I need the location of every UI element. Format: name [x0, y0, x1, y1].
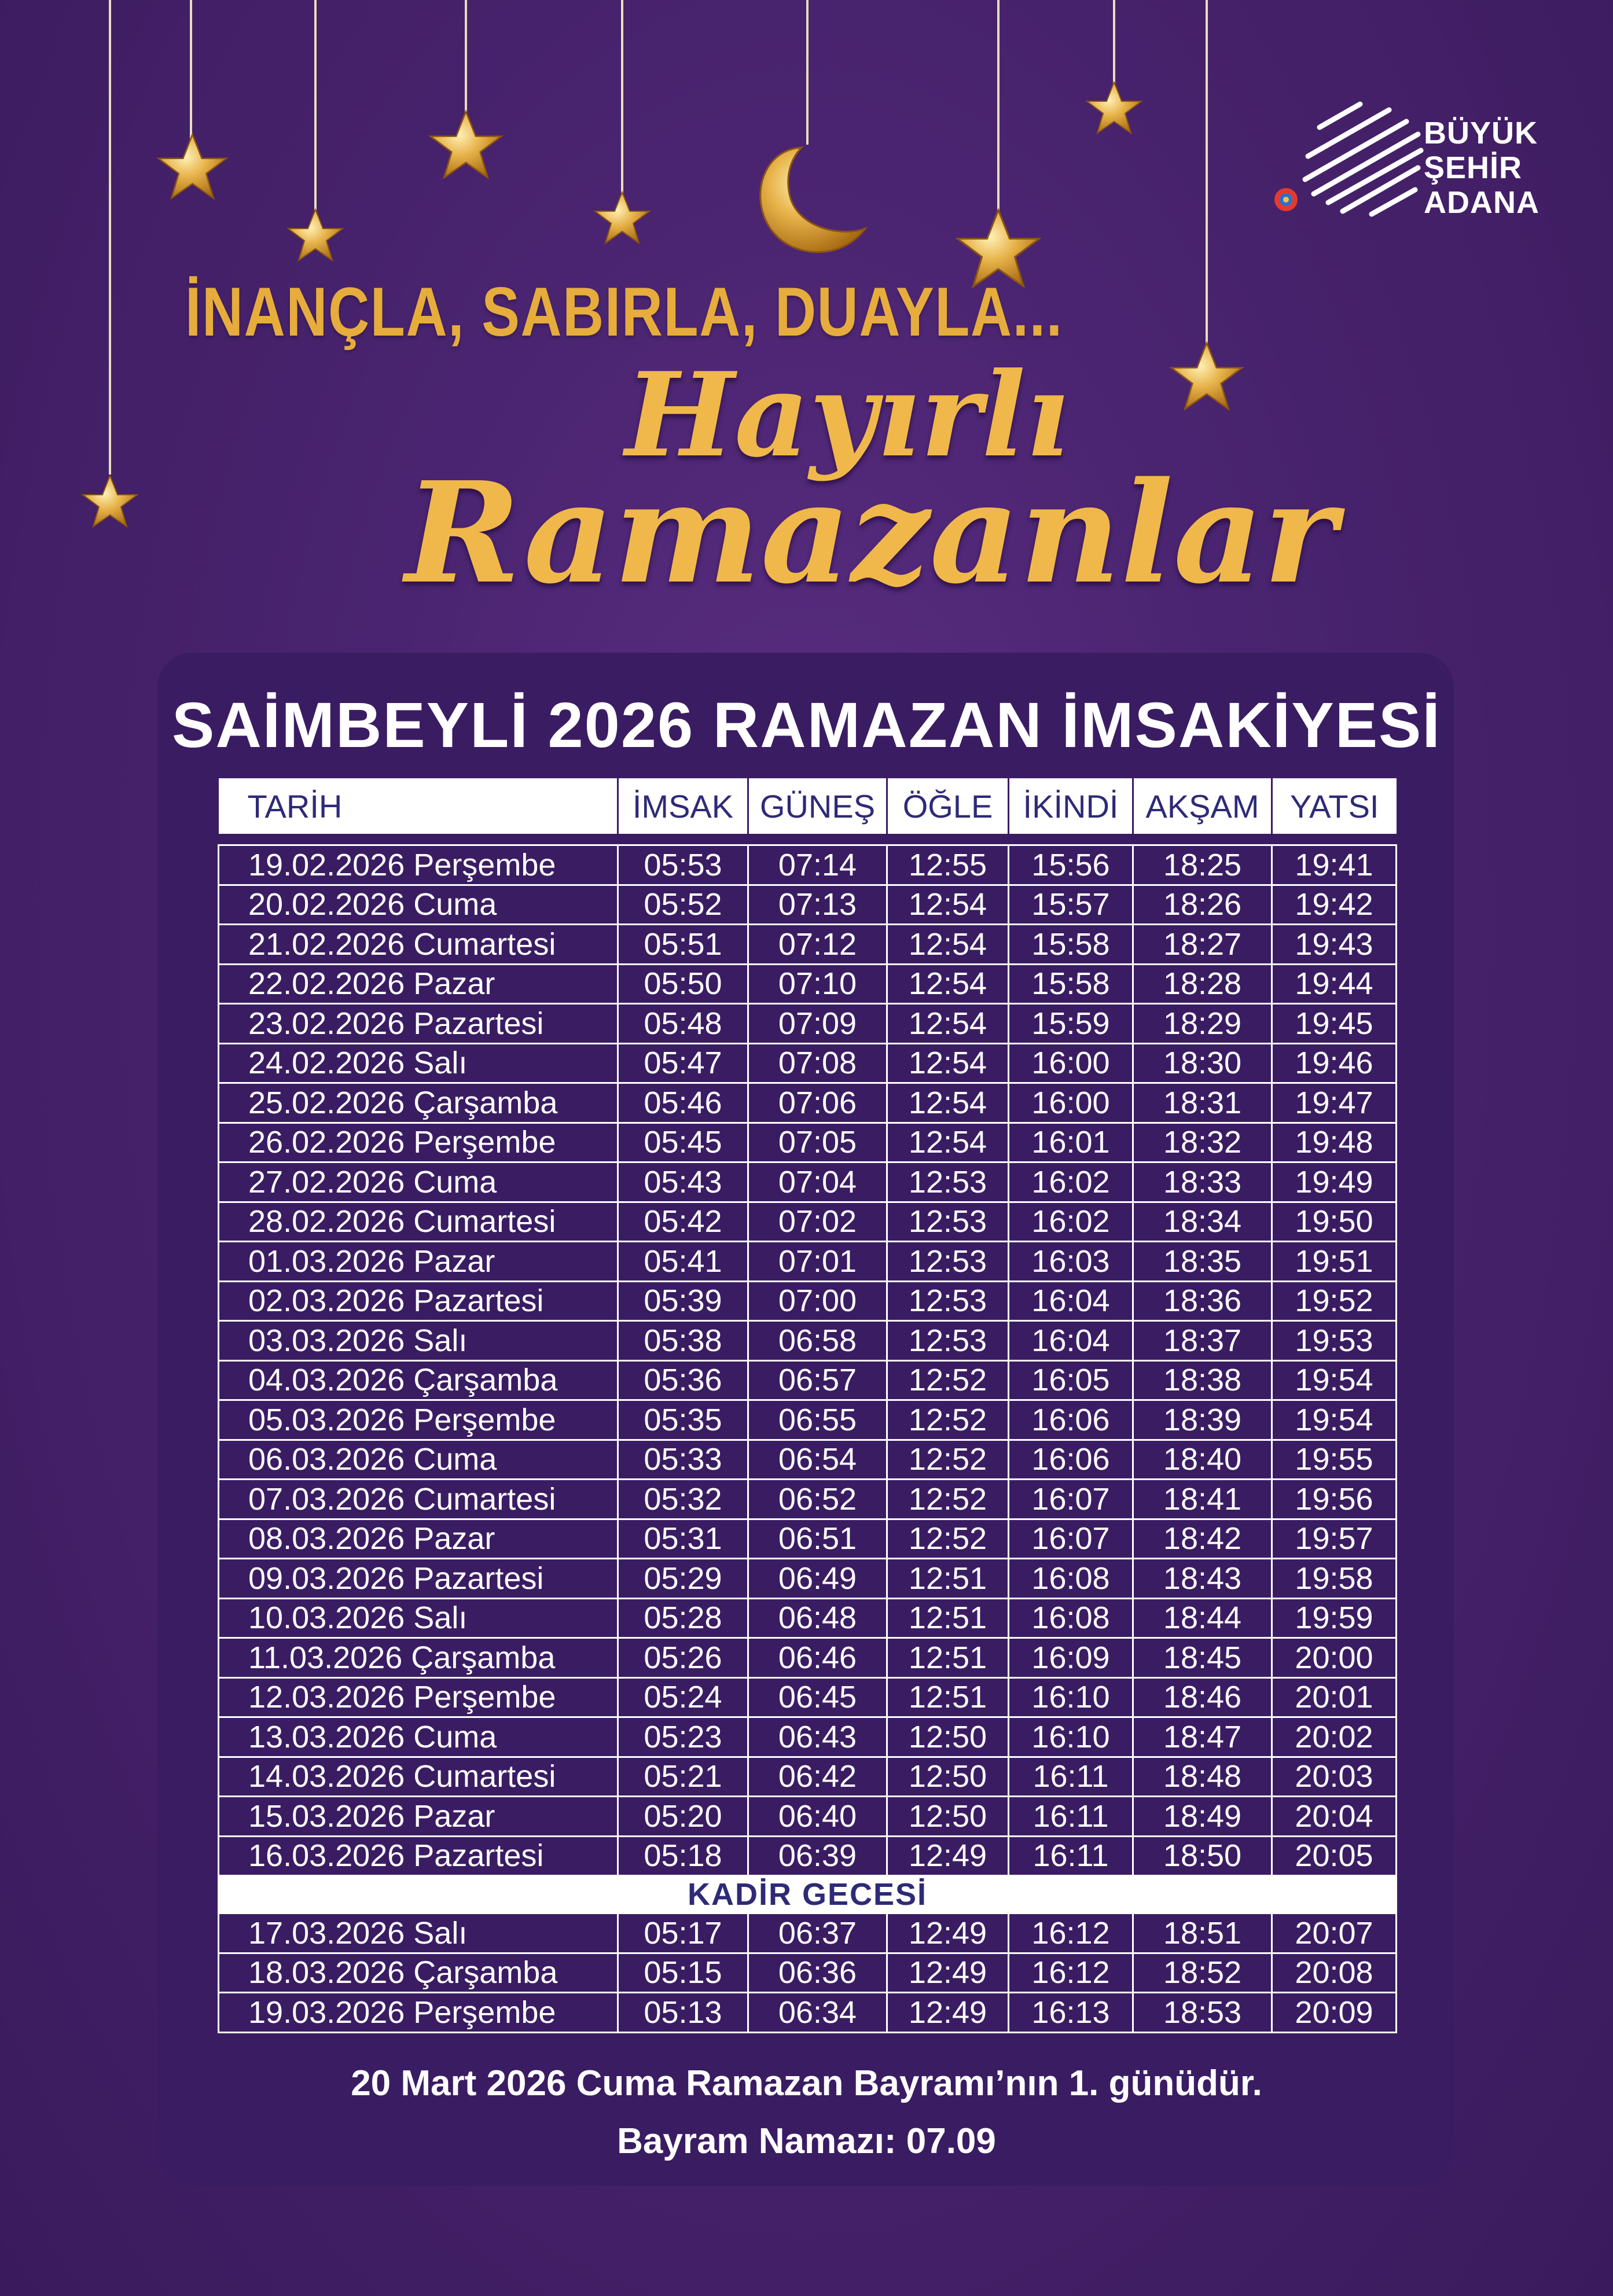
date-cell: 14.03.2026 Cumartesi — [219, 1757, 618, 1797]
time-cell: 12:54 — [887, 1123, 1009, 1162]
table-row — [219, 1598, 1397, 1638]
time-cell: 16:05 — [1009, 1360, 1133, 1400]
header-ogle: ÖĞLE — [887, 778, 1009, 834]
table-row — [219, 1083, 1397, 1123]
time-cell: 18:33 — [1133, 1162, 1272, 1202]
time-cell: 05:46 — [618, 1083, 748, 1123]
time-cell: 05:51 — [618, 925, 748, 965]
header-ikindi: İKİNDİ — [1009, 778, 1133, 834]
time-cell: 05:47 — [618, 1043, 748, 1083]
time-cell: 19:53 — [1272, 1321, 1397, 1361]
time-cell: 19:42 — [1272, 885, 1397, 925]
date-cell: 10.03.2026 Salı — [219, 1598, 618, 1638]
date-cell: 15.03.2026 Pazar — [219, 1797, 618, 1837]
time-cell: 06:46 — [748, 1638, 887, 1678]
time-cell: 06:51 — [748, 1519, 887, 1559]
time-cell: 19:56 — [1272, 1480, 1397, 1519]
time-cell: 05:28 — [618, 1598, 748, 1638]
time-cell: 06:42 — [748, 1757, 887, 1797]
time-cell: 18:29 — [1133, 1004, 1272, 1044]
table-header-row — [219, 778, 1397, 834]
time-cell: 18:39 — [1133, 1400, 1272, 1440]
time-cell: 12:52 — [887, 1519, 1009, 1559]
time-cell: 16:00 — [1009, 1043, 1133, 1083]
time-cell: 05:39 — [618, 1281, 748, 1321]
time-cell: 15:56 — [1009, 845, 1133, 885]
time-cell: 18:40 — [1133, 1440, 1272, 1480]
time-cell: 07:05 — [748, 1123, 887, 1162]
time-cell: 18:38 — [1133, 1360, 1272, 1400]
time-cell: 05:53 — [618, 845, 748, 885]
time-cell: 18:53 — [1133, 1993, 1272, 2033]
table-row — [219, 1559, 1397, 1599]
table-row — [219, 1757, 1397, 1797]
time-cell: 06:49 — [748, 1559, 887, 1599]
time-cell: 18:44 — [1133, 1598, 1272, 1638]
time-cell: 16:07 — [1009, 1480, 1133, 1519]
date-cell: 08.03.2026 Pazar — [219, 1519, 618, 1559]
time-cell: 05:26 — [618, 1638, 748, 1678]
time-cell: 06:52 — [748, 1480, 887, 1519]
time-cell: 15:58 — [1009, 964, 1133, 1004]
time-cell: 18:34 — [1133, 1202, 1272, 1242]
time-cell: 18:28 — [1133, 964, 1272, 1004]
table-row — [219, 1400, 1397, 1440]
time-cell: 07:01 — [748, 1242, 887, 1282]
time-cell: 20:01 — [1272, 1677, 1397, 1717]
time-cell: 06:40 — [748, 1797, 887, 1837]
time-cell: 07:06 — [748, 1083, 887, 1123]
table-row — [219, 1321, 1397, 1361]
time-cell: 16:11 — [1009, 1797, 1133, 1837]
time-cell: 05:48 — [618, 1004, 748, 1044]
time-cell: 12:54 — [887, 1043, 1009, 1083]
table-row — [219, 1677, 1397, 1717]
time-cell: 06:37 — [748, 1914, 887, 1953]
date-cell: 06.03.2026 Cuma — [219, 1440, 618, 1480]
time-cell: 12:49 — [887, 1953, 1009, 1993]
table-row — [219, 1004, 1397, 1044]
time-cell: 05:23 — [618, 1717, 748, 1757]
table-row — [219, 1480, 1397, 1519]
date-cell: 23.02.2026 Pazartesi — [219, 1004, 618, 1044]
date-cell: 27.02.2026 Cuma — [219, 1162, 618, 1202]
time-cell: 05:21 — [618, 1757, 748, 1797]
time-cell: 19:49 — [1272, 1162, 1397, 1202]
time-cell: 07:12 — [748, 925, 887, 965]
time-cell: 12:54 — [887, 1083, 1009, 1123]
time-cell: 05:32 — [618, 1480, 748, 1519]
time-cell: 16:08 — [1009, 1598, 1133, 1638]
table-row — [219, 1914, 1397, 1953]
time-cell: 05:13 — [618, 1993, 748, 2033]
time-cell: 18:42 — [1133, 1519, 1272, 1559]
time-cell: 16:09 — [1009, 1638, 1133, 1678]
time-cell: 06:36 — [748, 1953, 887, 1993]
date-cell: 17.03.2026 Salı — [219, 1914, 618, 1953]
time-cell: 18:35 — [1133, 1242, 1272, 1282]
header-gunes: GÜNEŞ — [748, 778, 887, 834]
time-cell: 12:54 — [887, 1004, 1009, 1044]
time-cell: 18:31 — [1133, 1083, 1272, 1123]
time-cell: 05:31 — [618, 1519, 748, 1559]
time-cell: 18:52 — [1133, 1953, 1272, 1993]
time-cell: 12:54 — [887, 964, 1009, 1004]
time-cell: 05:50 — [618, 964, 748, 1004]
time-cell: 06:45 — [748, 1677, 887, 1717]
time-cell: 19:52 — [1272, 1281, 1397, 1321]
table-row — [219, 1123, 1397, 1162]
date-cell: 04.03.2026 Çarşamba — [219, 1360, 618, 1400]
time-cell: 19:54 — [1272, 1400, 1397, 1440]
time-cell: 18:25 — [1133, 845, 1272, 885]
date-cell: 03.03.2026 Salı — [219, 1321, 618, 1361]
time-cell: 06:58 — [748, 1321, 887, 1361]
time-cell: 16:10 — [1009, 1717, 1133, 1757]
time-cell: 19:46 — [1272, 1043, 1397, 1083]
time-cell: 16:11 — [1009, 1757, 1133, 1797]
table-row — [219, 964, 1397, 1004]
header-aksam: AKŞAM — [1133, 778, 1272, 834]
time-cell: 20:00 — [1272, 1638, 1397, 1678]
table-body — [219, 834, 1397, 2032]
table-row — [219, 1953, 1397, 1993]
time-cell: 05:33 — [618, 1440, 748, 1480]
time-cell: 16:11 — [1009, 1836, 1133, 1876]
time-cell: 05:35 — [618, 1400, 748, 1440]
time-cell: 07:09 — [748, 1004, 887, 1044]
time-cell: 05:38 — [618, 1321, 748, 1361]
date-cell: 28.02.2026 Cumartesi — [219, 1202, 618, 1242]
date-cell: 21.02.2026 Cumartesi — [219, 925, 618, 965]
time-cell: 18:50 — [1133, 1836, 1272, 1876]
time-cell: 05:20 — [618, 1797, 748, 1837]
time-cell: 19:50 — [1272, 1202, 1397, 1242]
time-cell: 18:36 — [1133, 1281, 1272, 1321]
time-cell: 05:24 — [618, 1677, 748, 1717]
time-cell: 06:34 — [748, 1993, 887, 2033]
star-icon — [595, 192, 649, 243]
time-cell: 19:58 — [1272, 1559, 1397, 1599]
time-cell: 12:51 — [887, 1598, 1009, 1638]
date-cell: 05.03.2026 Perşembe — [219, 1400, 618, 1440]
header-tarih: TARİH — [219, 778, 618, 834]
time-cell: 16:12 — [1009, 1953, 1133, 1993]
table-row — [219, 1440, 1397, 1480]
time-cell: 16:03 — [1009, 1242, 1133, 1282]
table-row — [219, 1242, 1397, 1282]
brand-name — [1424, 116, 1539, 220]
time-cell: 20:07 — [1272, 1914, 1397, 1953]
bayram-note: 20 Mart 2026 Cuma Ramazan Bayramı’nın 1. günüdür. — [351, 2063, 1262, 2103]
table-row — [219, 1836, 1397, 1876]
time-cell: 18:27 — [1133, 925, 1272, 965]
time-cell: 06:57 — [748, 1360, 887, 1400]
table-row — [219, 1202, 1397, 1242]
time-cell: 07:08 — [748, 1043, 887, 1083]
time-cell: 16:10 — [1009, 1677, 1133, 1717]
time-cell: 18:41 — [1133, 1480, 1272, 1519]
date-cell: 07.03.2026 Cumartesi — [219, 1480, 618, 1519]
time-cell: 05:41 — [618, 1242, 748, 1282]
date-cell: 02.03.2026 Pazartesi — [219, 1281, 618, 1321]
time-cell: 18:30 — [1133, 1043, 1272, 1083]
time-cell: 20:05 — [1272, 1836, 1397, 1876]
time-cell: 05:36 — [618, 1360, 748, 1400]
time-cell: 16:13 — [1009, 1993, 1133, 2033]
table-row — [219, 1360, 1397, 1400]
time-cell: 16:07 — [1009, 1519, 1133, 1559]
time-cell: 16:08 — [1009, 1559, 1133, 1599]
time-cell: 06:43 — [748, 1717, 887, 1757]
time-cell: 05:29 — [618, 1559, 748, 1599]
date-cell: 22.02.2026 Pazar — [219, 964, 618, 1004]
kadir-gecesi-label: KADİR GECESİ — [219, 1876, 1397, 1914]
time-cell: 07:00 — [748, 1281, 887, 1321]
time-cell: 16:06 — [1009, 1440, 1133, 1480]
time-cell: 07:14 — [748, 845, 887, 885]
time-cell: 19:47 — [1272, 1083, 1397, 1123]
schedule-title: SAİMBEYLİ 2026 RAMAZAN İMSAKİYESİ — [171, 690, 1441, 761]
time-cell: 12:50 — [887, 1797, 1009, 1837]
date-cell: 26.02.2026 Perşembe — [219, 1123, 618, 1162]
time-cell: 19:57 — [1272, 1519, 1397, 1559]
time-cell: 07:04 — [748, 1162, 887, 1202]
time-cell: 12:52 — [887, 1400, 1009, 1440]
time-cell: 12:54 — [887, 925, 1009, 965]
time-cell: 19:48 — [1272, 1123, 1397, 1162]
date-cell: 25.02.2026 Çarşamba — [219, 1083, 618, 1123]
date-cell: 11.03.2026 Çarşamba — [219, 1638, 618, 1678]
time-cell: 19:45 — [1272, 1004, 1397, 1044]
time-cell: 18:48 — [1133, 1757, 1272, 1797]
time-cell: 12:52 — [887, 1440, 1009, 1480]
time-cell: 15:58 — [1009, 925, 1133, 965]
time-cell: 19:51 — [1272, 1242, 1397, 1282]
time-cell: 05:17 — [618, 1914, 748, 1953]
time-cell: 07:13 — [748, 885, 887, 925]
star-icon — [288, 209, 343, 260]
time-cell: 12:51 — [887, 1638, 1009, 1678]
time-cell: 12:54 — [887, 885, 1009, 925]
time-cell: 12:50 — [887, 1757, 1009, 1797]
table-row — [219, 925, 1397, 965]
time-cell: 19:43 — [1272, 925, 1397, 965]
time-cell: 16:12 — [1009, 1914, 1133, 1953]
date-cell: 24.02.2026 Salı — [219, 1043, 618, 1083]
time-cell: 07:02 — [748, 1202, 887, 1242]
time-cell: 18:46 — [1133, 1677, 1272, 1717]
time-cell: 18:43 — [1133, 1559, 1272, 1599]
table-row — [219, 885, 1397, 925]
bayram-namazi: Bayram Namazı: 07.09 — [617, 2121, 996, 2161]
time-cell: 20:04 — [1272, 1797, 1397, 1837]
date-cell: 19.02.2026 Perşembe — [219, 845, 618, 885]
kadir-gecesi-row — [219, 1876, 1397, 1914]
table-row — [219, 1162, 1397, 1202]
time-cell: 06:39 — [748, 1836, 887, 1876]
time-cell: 12:53 — [887, 1202, 1009, 1242]
time-cell: 18:47 — [1133, 1717, 1272, 1757]
date-cell: 01.03.2026 Pazar — [219, 1242, 618, 1282]
time-cell: 20:08 — [1272, 1953, 1397, 1993]
time-cell: 12:50 — [887, 1717, 1009, 1757]
table-row — [219, 1281, 1397, 1321]
time-cell: 06:54 — [748, 1440, 887, 1480]
time-cell: 12:52 — [887, 1480, 1009, 1519]
time-cell: 12:51 — [887, 1677, 1009, 1717]
time-cell: 05:52 — [618, 885, 748, 925]
time-cell: 18:37 — [1133, 1321, 1272, 1361]
time-cell: 15:59 — [1009, 1004, 1133, 1044]
time-cell: 12:53 — [887, 1321, 1009, 1361]
star-icon — [1171, 343, 1242, 409]
time-cell: 05:15 — [618, 1953, 748, 1993]
time-cell: 19:55 — [1272, 1440, 1397, 1480]
time-cell: 18:49 — [1133, 1797, 1272, 1837]
date-cell: 16.03.2026 Pazartesi — [219, 1836, 618, 1876]
time-cell: 12:55 — [887, 845, 1009, 885]
time-cell: 15:57 — [1009, 885, 1133, 925]
star-icon — [83, 476, 137, 527]
star-icon — [1087, 82, 1141, 133]
time-cell: 20:09 — [1272, 1993, 1397, 2033]
time-cell: 16:01 — [1009, 1123, 1133, 1162]
time-cell: 20:02 — [1272, 1717, 1397, 1757]
spacer-row — [219, 834, 1397, 845]
prayer-times-table — [218, 778, 1397, 2033]
date-cell: 13.03.2026 Cuma — [219, 1717, 618, 1757]
time-cell: 19:54 — [1272, 1360, 1397, 1400]
time-cell: 12:49 — [887, 1836, 1009, 1876]
greeting-line-2: Ramazanlar — [405, 451, 1337, 615]
time-cell: 07:10 — [748, 964, 887, 1004]
time-cell: 05:43 — [618, 1162, 748, 1202]
slogan: İNANÇLA, SABIRLA, DUAYLA... — [185, 273, 1063, 351]
date-cell: 09.03.2026 Pazartesi — [219, 1559, 618, 1599]
time-cell: 19:59 — [1272, 1598, 1397, 1638]
time-cell: 12:53 — [887, 1242, 1009, 1282]
star-icon — [159, 135, 227, 198]
time-cell: 12:49 — [887, 1993, 1009, 2033]
time-cell: 06:55 — [748, 1400, 887, 1440]
time-cell: 19:41 — [1272, 845, 1397, 885]
time-cell: 16:04 — [1009, 1281, 1133, 1321]
time-cell: 05:45 — [618, 1123, 748, 1162]
time-cell: 05:42 — [618, 1202, 748, 1242]
time-cell: 12:52 — [887, 1360, 1009, 1400]
time-cell: 12:51 — [887, 1559, 1009, 1599]
table-row — [219, 1043, 1397, 1083]
time-cell: 12:53 — [887, 1281, 1009, 1321]
date-cell: 18.03.2026 Çarşamba — [219, 1953, 618, 1993]
brand-line-1: BÜYÜK — [1424, 116, 1538, 150]
time-cell: 20:03 — [1272, 1757, 1397, 1797]
table-row — [219, 845, 1397, 885]
time-cell: 12:53 — [887, 1162, 1009, 1202]
time-cell: 18:26 — [1133, 885, 1272, 925]
table-row — [219, 1638, 1397, 1678]
time-cell: 18:32 — [1133, 1123, 1272, 1162]
crescent-moon-icon — [760, 148, 865, 252]
time-cell: 12:49 — [887, 1914, 1009, 1953]
header-imsak: İMSAK — [618, 778, 748, 834]
star-icon — [431, 112, 501, 178]
time-cell: 18:51 — [1133, 1914, 1272, 1953]
table-row — [219, 1797, 1397, 1837]
date-cell: 20.02.2026 Cuma — [219, 885, 618, 925]
time-cell: 16:06 — [1009, 1400, 1133, 1440]
header-yatsi: YATSI — [1272, 778, 1397, 834]
brand-line-2: ŞEHİR — [1424, 150, 1523, 185]
date-cell: 19.03.2026 Perşembe — [219, 1993, 618, 2033]
date-cell: 12.03.2026 Perşembe — [219, 1677, 618, 1717]
time-cell: 16:02 — [1009, 1202, 1133, 1242]
table-row — [219, 1519, 1397, 1559]
time-cell: 06:48 — [748, 1598, 887, 1638]
table-row — [219, 1993, 1397, 2033]
time-cell: 16:00 — [1009, 1083, 1133, 1123]
time-cell: 18:45 — [1133, 1638, 1272, 1678]
time-cell: 16:02 — [1009, 1162, 1133, 1202]
greeting-line-1: Hayırlı — [625, 347, 1070, 483]
time-cell: 05:18 — [618, 1836, 748, 1876]
brand-line-3: ADANA — [1424, 185, 1539, 220]
time-cell: 19:44 — [1272, 964, 1397, 1004]
time-cell: 16:04 — [1009, 1321, 1133, 1361]
table-row — [219, 1717, 1397, 1757]
